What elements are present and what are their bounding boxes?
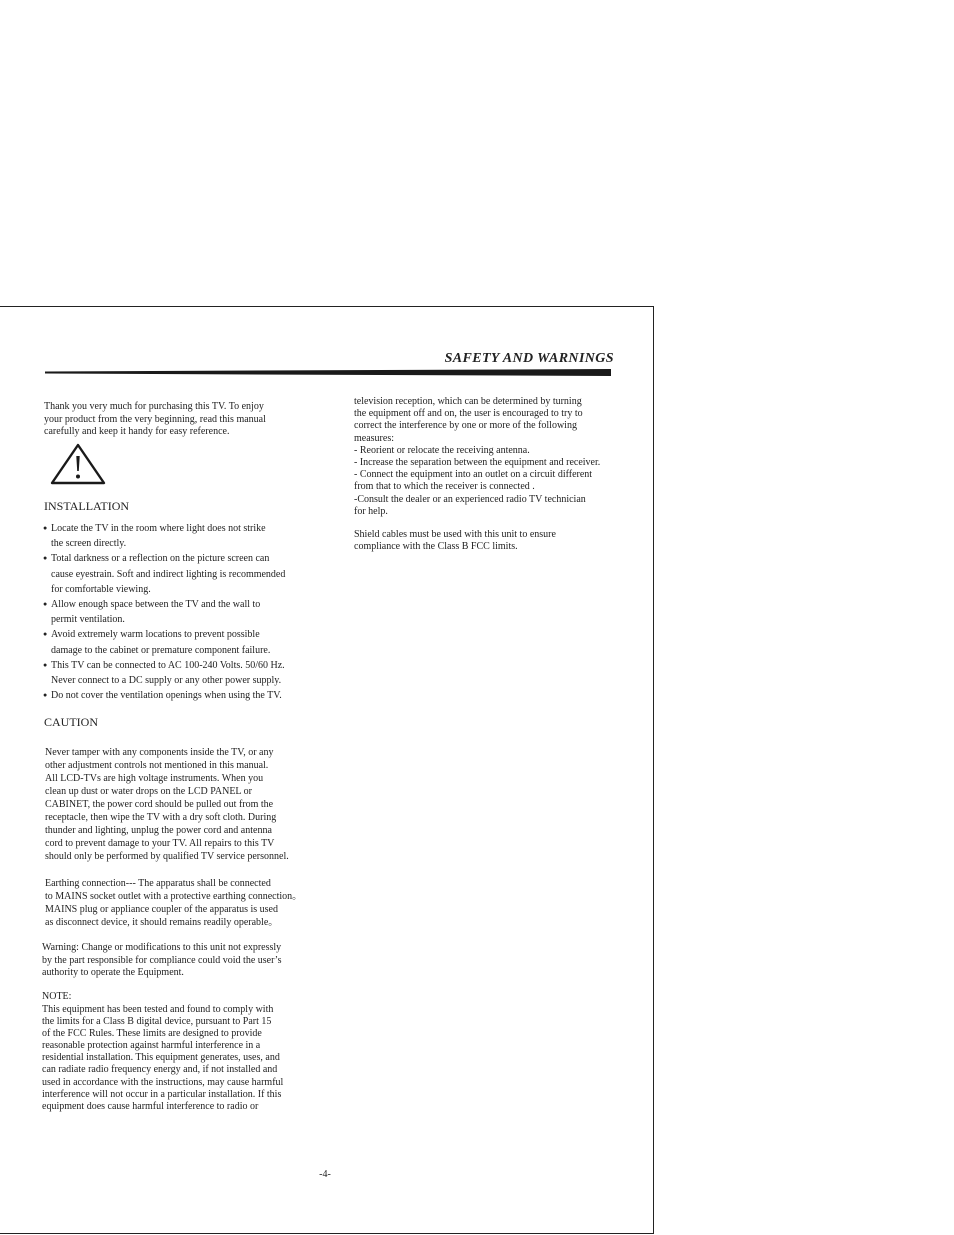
page-number: -4- — [319, 1169, 331, 1180]
list-item: ● Total darkness or a reflection on the picture screen can cause eyestrain. Soft and indirect lighting is recommended for comfortable viewing. — [43, 551, 333, 597]
installation-list — [43, 521, 333, 703]
shield-cables-text: Shield cables must be used with this unit to ensure compliance with the Class B FCC limits. — [354, 529, 556, 553]
header-rule — [45, 369, 611, 376]
warning-triangle-icon — [50, 443, 106, 485]
caution-paragraph: Never tamper with any components inside the TV, or any other adjustment controls not mentioned in this manual. All LCD-TVs are high voltage instruments. When you clean up dust or water drops on the LCD PANEL or CABINET, the power cord should be pulled out from the receptacle, then wipe the TV with a dry soft cloth. During thunder and lighting, unplug the power cord and antenna cord to prevent damage to your TV. All repairs to this TV should only be performed by qualified TV service personnel. — [45, 747, 289, 862]
list-item: ● Do not cover the ventilation openings when using the TV. — [43, 688, 333, 703]
page-title: SAFETY AND WARNINGS — [420, 351, 614, 367]
installation-heading: INSTALLATION — [44, 499, 130, 513]
warning-paragraph: Warning: Change or modifications to this unit not expressly by the part responsible for compliance could void the user’s authority to operate the Equipment. — [42, 942, 282, 979]
list-item: ● Allow enough space between the TV and the wall to permit ventilation. — [43, 597, 333, 627]
note-label: NOTE: — [42, 991, 72, 1002]
fcc-measures-text: television reception, which can be determined by turning the equipment off and on, the user is encouraged to try to correct the interference by one or more of the following measures: - Reorient or relocate the receiving antenna. - Increase the separation between the equipment and receiver. - Connect the equipment into an outlet on a circuit different from that to which the receiver is connected . -Consult the dealer or an experienced radio TV technician for help. — [354, 396, 601, 517]
note-paragraph: This equipment has been tested and found to comply with the limits for a Class B digital device, pursuant to Part 15 of the FCC Rules. These limits are designed to provide reasonable protection against harmful interference in a residential installation. This equipment generates, uses, and can radiate radio frequency energy and, if not installed and used in accordance with the instructions, may cause harmful interference will not occur in a particular installation. If this equipment does cause harmful interference to radio or — [42, 1004, 284, 1112]
intro-text: Thank you very much for purchasing this TV. To enjoy your product from the very beginning, read this manual carefully and keep it handy for easy reference. — [44, 401, 266, 438]
manual-page — [0, 306, 654, 1234]
list-item: ● Avoid extremely warm locations to prevent possible damage to the cabinet or premature component failure. — [43, 627, 333, 657]
caution-heading: CAUTION — [44, 715, 98, 729]
list-item: ● This TV can be connected to AC 100-240 Volts. 50/60 Hz. Never connect to a DC supply or any other power supply. — [43, 658, 333, 688]
list-item: ● Locate the TV in the room where light does not strike the screen directly. — [43, 521, 333, 551]
earthing-paragraph: Earthing connection--- The apparatus shall be connected to MAINS socket outlet with a protective earthing connection。 MAINS plug or appliance coupler of the apparatus is used as disconnect device, it should remains readily operable。 — [45, 878, 303, 928]
